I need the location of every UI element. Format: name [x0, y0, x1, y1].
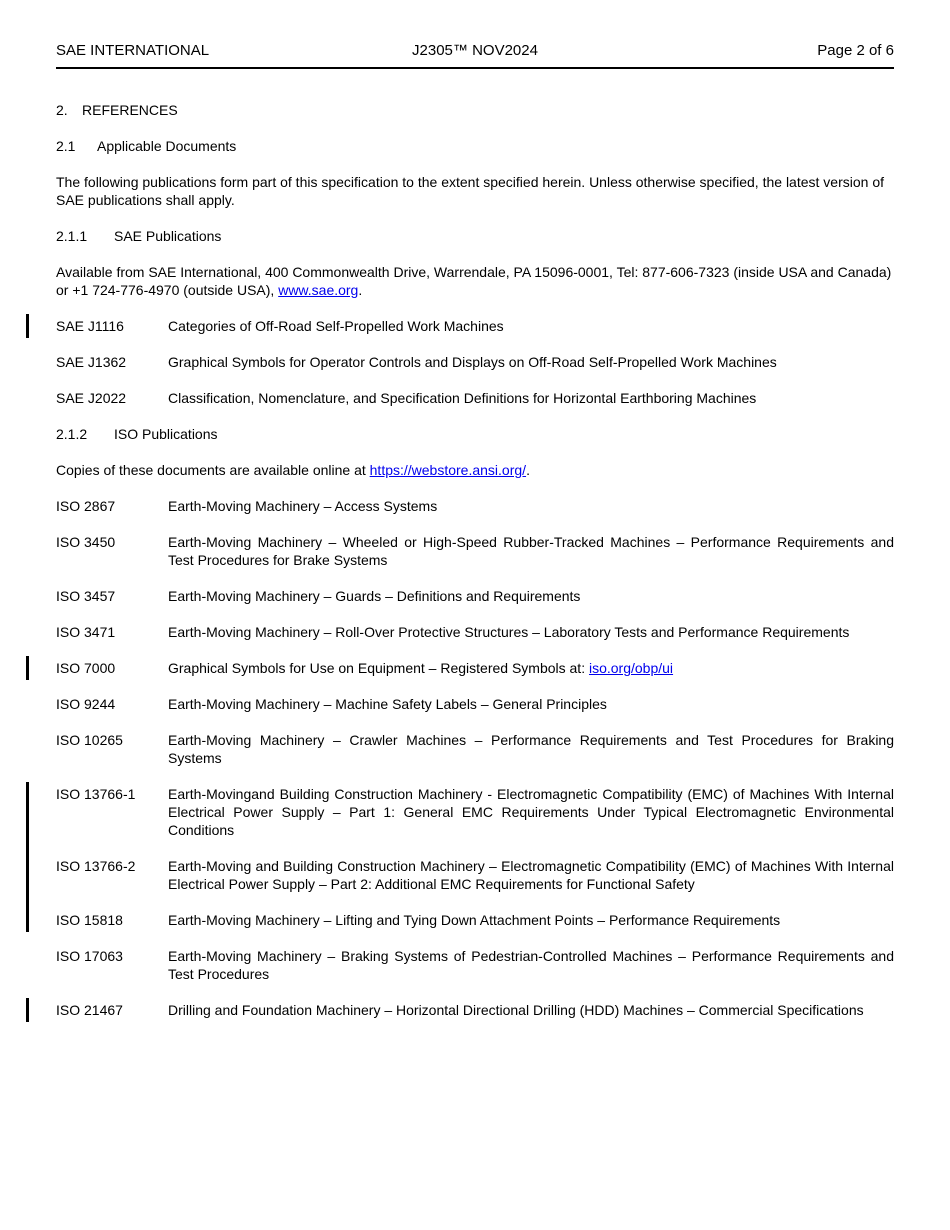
- reference-group-changed: [56, 785, 894, 929]
- reference-description: [168, 1001, 894, 1019]
- reference-entry: [56, 911, 894, 929]
- section-2-1-1-heading: [56, 227, 894, 245]
- reference-description-text: Earth-Moving Machinery – Roll-Over Protective Structures – Laboratory Tests and Performance Requirements: [168, 624, 850, 640]
- reference-description: [168, 857, 894, 893]
- reference-description-text: Earth-Movingand Building Construction Machinery - Electromagnetic Compatibility (EMC) of Machines With Internal Electrical Power Supply – Part 1: General EMC Requirements Under Typical Electromagnetic Environmental Conditions: [168, 786, 894, 838]
- reference-description-text: Drilling and Foundation Machinery – Horizontal Directional Drilling (HDD) Machines – Commercial Specifications: [168, 1002, 864, 1018]
- reference-description: [168, 785, 894, 839]
- reference-code: ISO 13766-2: [56, 858, 136, 874]
- section-2-title: REFERENCES: [82, 102, 178, 118]
- reference-code: SAE J1116: [56, 318, 124, 334]
- reference-code: ISO 13766-1: [56, 786, 136, 802]
- reference-description-text: Earth-Moving Machinery – Braking Systems of Pedestrian-Controlled Machines – Performance Requirements and Test Procedures: [168, 948, 894, 982]
- reference-entry: [56, 785, 894, 839]
- page-header: [56, 42, 894, 69]
- reference-code: ISO 15818: [56, 912, 123, 928]
- reference-description: [168, 533, 894, 569]
- reference-entry: [56, 857, 894, 893]
- reference-description: [168, 389, 894, 407]
- reference-description: [168, 911, 894, 929]
- reference-description-text: Earth-Moving Machinery – Guards – Definitions and Requirements: [168, 588, 581, 604]
- reference-group: [56, 533, 894, 569]
- reference-description-text: Graphical Symbols for Operator Controls and Displays on Off-Road Self-Propelled Work Machines: [168, 354, 777, 370]
- reference-group: [56, 353, 894, 371]
- reference-group: [56, 389, 894, 407]
- iso-reference-list: [56, 497, 894, 1019]
- section-2-number: 2.: [56, 102, 68, 118]
- reference-entry: [56, 695, 894, 713]
- reference-code: ISO 3471: [56, 624, 116, 640]
- sae-availability-period: .: [358, 282, 363, 298]
- reference-description-text: Earth-Moving Machinery – Wheeled or High-Speed Rubber-Tracked Machines – Performance Requirements and Test Procedures for Brake Systems: [168, 534, 894, 568]
- reference-code: ISO 7000: [56, 660, 116, 676]
- revision-change-bar: [26, 656, 29, 680]
- revision-change-bar: [26, 998, 29, 1022]
- reference-code: ISO 21467: [56, 1002, 123, 1018]
- reference-group-changed: [56, 659, 894, 677]
- section-2-heading: [56, 101, 894, 119]
- reference-code: ISO 3457: [56, 588, 116, 604]
- sae-website-link[interactable]: www.sae.org: [278, 282, 359, 298]
- reference-group: [56, 731, 894, 767]
- reference-description: [168, 947, 894, 983]
- header-document-number: J2305™ NOV2024: [412, 42, 538, 59]
- reference-group: [56, 587, 894, 605]
- reference-entry: [56, 533, 894, 569]
- reference-code: SAE J1362: [56, 354, 127, 370]
- reference-entry: [56, 1001, 894, 1019]
- reference-description-text: Earth-Moving Machinery – Crawler Machines – Performance Requirements and Test Procedures for Braking Systems: [168, 732, 894, 766]
- reference-code: ISO 9244: [56, 696, 116, 712]
- reference-description: [168, 353, 894, 371]
- reference-description-text: Earth-Moving Machinery – Machine Safety Labels – General Principles: [168, 696, 607, 712]
- reference-description-text: Earth-Moving Machinery – Lifting and Tying Down Attachment Points – Performance Requirements: [168, 912, 781, 928]
- reference-description: [168, 497, 894, 515]
- applicable-documents-paragraph: [56, 173, 894, 209]
- reference-entry: [56, 497, 894, 515]
- reference-description: [168, 731, 894, 767]
- header-organization: SAE INTERNATIONAL: [56, 42, 210, 59]
- reference-entry: [56, 587, 894, 605]
- reference-entry: [56, 389, 894, 407]
- revision-change-bar: [26, 314, 29, 338]
- sae-availability-paragraph: [56, 263, 894, 299]
- section-2-1-1-number: 2.1.1: [56, 228, 88, 244]
- reference-entry: [56, 353, 894, 371]
- document-body: [56, 101, 894, 1019]
- reference-description-text: Classification, Nomenclature, and Specification Definitions for Horizontal Earthboring Machines: [168, 390, 757, 406]
- sae-reference-list: [56, 317, 894, 407]
- reference-description: [168, 659, 894, 677]
- reference-entry: [56, 659, 894, 677]
- iso-availability-text: Copies of these documents are available online at: [56, 462, 370, 478]
- reference-description-text: Categories of Off-Road Self-Propelled Work Machines: [168, 318, 504, 334]
- reference-group-changed: [56, 1001, 894, 1019]
- reference-code: SAE J2022: [56, 390, 127, 406]
- iso-availability-period: .: [526, 462, 530, 478]
- reference-entry: [56, 731, 894, 767]
- reference-group: [56, 695, 894, 713]
- reference-entry: [56, 623, 894, 641]
- ansi-webstore-link[interactable]: https://webstore.ansi.org/: [369, 462, 527, 478]
- section-2-1-title: Applicable Documents: [97, 138, 237, 154]
- reference-description: [168, 317, 894, 335]
- reference-description-text: Graphical Symbols for Use on Equipment – Registered Symbols at:: [168, 660, 589, 676]
- section-2-1-2-title: ISO Publications: [114, 426, 218, 442]
- reference-entry: [56, 317, 894, 335]
- section-2-1-number: 2.1: [56, 138, 76, 154]
- reference-description-text: Earth-Moving Machinery – Access Systems: [168, 498, 438, 514]
- reference-code: ISO 17063: [56, 948, 123, 964]
- reference-group: [56, 623, 894, 641]
- reference-group: [56, 497, 894, 515]
- reference-description: [168, 587, 894, 605]
- applicable-documents-text: The following publications form part of this specification to the extent specified herein. Unless otherwise specified, the latest version of SAE publications shall apply.: [56, 174, 884, 208]
- section-2-1-2-number: 2.1.2: [56, 426, 88, 442]
- reference-description: [168, 623, 894, 641]
- sae-availability-text: Available from SAE International, 400 Commonwealth Drive, Warrendale, PA 15096-0001, Tel: 877-606-7323 (inside USA and Canada) or +1 724-776-4970 (outside USA),: [56, 264, 892, 298]
- reference-group-changed: [56, 317, 894, 335]
- reference-link[interactable]: iso.org/obp/ui: [588, 660, 674, 676]
- reference-code: ISO 10265: [56, 732, 123, 748]
- reference-entry: [56, 947, 894, 983]
- iso-availability-paragraph: [56, 461, 894, 479]
- reference-code: ISO 3450: [56, 534, 116, 550]
- reference-code: ISO 2867: [56, 498, 116, 514]
- reference-description: [168, 695, 894, 713]
- section-2-1-2-heading: [56, 425, 894, 443]
- header-page-indicator: Page 2 of 6: [817, 42, 894, 59]
- reference-description-text: Earth-Moving and Building Construction Machinery – Electromagnetic Compatibility (EMC) of Machines With Internal Electrical Power Supply – Part 2: Additional EMC Requirements for Functional Safety: [168, 858, 894, 892]
- section-2-1-1-title: SAE Publications: [114, 228, 222, 244]
- section-2-1-heading: [56, 137, 894, 155]
- reference-group: [56, 947, 894, 983]
- revision-change-bar: [26, 782, 29, 932]
